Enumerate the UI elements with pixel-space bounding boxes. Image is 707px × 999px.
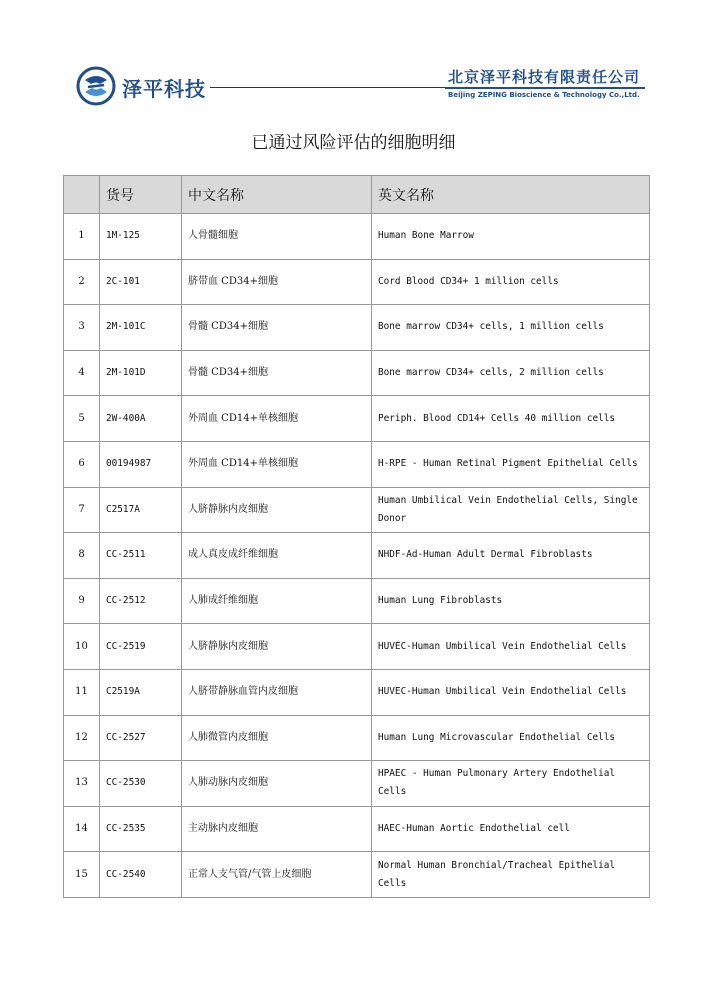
row-index: 4: [64, 350, 100, 396]
document-title: 已通过风险评估的细胞明细: [251, 133, 456, 153]
row-index: 10: [64, 624, 100, 670]
row-index: 9: [64, 578, 100, 624]
header-cn-name: 中文名称: [182, 176, 372, 214]
row-en-name: Human Umbilical Vein Endothelial Cells, Single Donor: [372, 487, 650, 533]
row-cn-name: 骨髓 CD34+细胞: [182, 305, 372, 351]
brand-name: 泽平科技: [122, 77, 206, 101]
row-en-name: HUVEC-Human Umbilical Vein Endothelial Cells: [372, 624, 650, 670]
row-index: 6: [64, 441, 100, 487]
row-code: 00194987: [100, 441, 182, 487]
row-index: 7: [64, 487, 100, 533]
row-en-name: HPAEC - Human Pulmonary Artery Endothelial Cells: [372, 761, 650, 807]
row-index: 8: [64, 533, 100, 579]
row-cn-name: 外周血 CD14+单核细胞: [182, 396, 372, 442]
row-cn-name: 正常人支气管/气管上皮细胞: [182, 852, 372, 898]
table-row: [64, 214, 650, 260]
row-index: 5: [64, 396, 100, 442]
table-row: [64, 533, 650, 579]
row-code: CC-2535: [100, 806, 182, 852]
header-rule-left: [210, 87, 445, 88]
row-index: 1: [64, 214, 100, 260]
zeping-logo-icon: [76, 66, 116, 106]
row-code: 2C-101: [100, 259, 182, 305]
row-code: CC-2540: [100, 852, 182, 898]
row-code: 2M-101D: [100, 350, 182, 396]
row-code: C2519A: [100, 669, 182, 715]
row-cn-name: 人肺微管内皮细胞: [182, 715, 372, 761]
table-row: [64, 852, 650, 898]
header-index: [64, 176, 100, 214]
company-name-en: Beijing ZEPING Bioscience & Technology Co.,Ltd.: [448, 91, 640, 99]
row-index: 15: [64, 852, 100, 898]
row-cn-name: 外周血 CD14+单核细胞: [182, 441, 372, 487]
table-row: [64, 806, 650, 852]
company-name-cn: 北京泽平科技有限责任公司: [448, 68, 641, 86]
row-index: 11: [64, 669, 100, 715]
row-cn-name: 脐带血 CD34+细胞: [182, 259, 372, 305]
row-en-name: Human Bone Marrow: [372, 214, 650, 260]
table-row: [64, 715, 650, 761]
row-cn-name: 人脐静脉内皮细胞: [182, 487, 372, 533]
row-index: 3: [64, 305, 100, 351]
row-en-name: HAEC-Human Aortic Endothelial cell: [372, 806, 650, 852]
row-code: 2M-101C: [100, 305, 182, 351]
row-code: CC-2511: [100, 533, 182, 579]
row-cn-name: 成人真皮成纤维细胞: [182, 533, 372, 579]
row-code: CC-2512: [100, 578, 182, 624]
table-row: [64, 624, 650, 670]
letterhead: [0, 0, 707, 110]
row-cn-name: 人肺成纤维细胞: [182, 578, 372, 624]
table-row: [64, 578, 650, 624]
row-code: CC-2530: [100, 761, 182, 807]
table-row: [64, 669, 650, 715]
header-en-name: 英文名称: [372, 176, 650, 214]
row-code: 1M-125: [100, 214, 182, 260]
row-cn-name: 骨髓 CD34+细胞: [182, 350, 372, 396]
row-en-name: Periph. Blood CD14+ Cells 40 million cells: [372, 396, 650, 442]
row-code: CC-2527: [100, 715, 182, 761]
row-cn-name: 人脐带静脉血管内皮细胞: [182, 669, 372, 715]
header-code: 货号: [100, 176, 182, 214]
row-cn-name: 主动脉内皮细胞: [182, 806, 372, 852]
row-cn-name: 人脐静脉内皮细胞: [182, 624, 372, 670]
row-code: CC-2519: [100, 624, 182, 670]
row-index: 12: [64, 715, 100, 761]
row-code: C2517A: [100, 487, 182, 533]
row-index: 2: [64, 259, 100, 305]
row-index: 13: [64, 761, 100, 807]
table-header-row: [64, 176, 650, 214]
row-cn-name: 人骨髓细胞: [182, 214, 372, 260]
table-row: [64, 761, 650, 807]
table-row: [64, 441, 650, 487]
row-en-name: Normal Human Bronchial/Tracheal Epithelial Cells: [372, 852, 650, 898]
row-index: 14: [64, 806, 100, 852]
row-en-name: Human Lung Microvascular Endothelial Cells: [372, 715, 650, 761]
row-en-name: Bone marrow CD34+ cells, 2 million cells: [372, 350, 650, 396]
header-rule-right: [445, 87, 645, 89]
cell-list-table: [63, 175, 650, 898]
table-body: [64, 214, 650, 898]
row-cn-name: 人肺动脉内皮细胞: [182, 761, 372, 807]
table-row: [64, 305, 650, 351]
row-en-name: HUVEC-Human Umbilical Vein Endothelial Cells: [372, 669, 650, 715]
row-code: 2W-400A: [100, 396, 182, 442]
row-en-name: Cord Blood CD34+ 1 million cells: [372, 259, 650, 305]
table-row: [64, 396, 650, 442]
row-en-name: NHDF-Ad-Human Adult Dermal Fibroblasts: [372, 533, 650, 579]
table-row: [64, 487, 650, 533]
row-en-name: Bone marrow CD34+ cells, 1 million cells: [372, 305, 650, 351]
row-en-name: Human Lung Fibroblasts: [372, 578, 650, 624]
table-row: [64, 350, 650, 396]
table-row: [64, 259, 650, 305]
row-en-name: H-RPE - Human Retinal Pigment Epithelial Cells: [372, 441, 650, 487]
